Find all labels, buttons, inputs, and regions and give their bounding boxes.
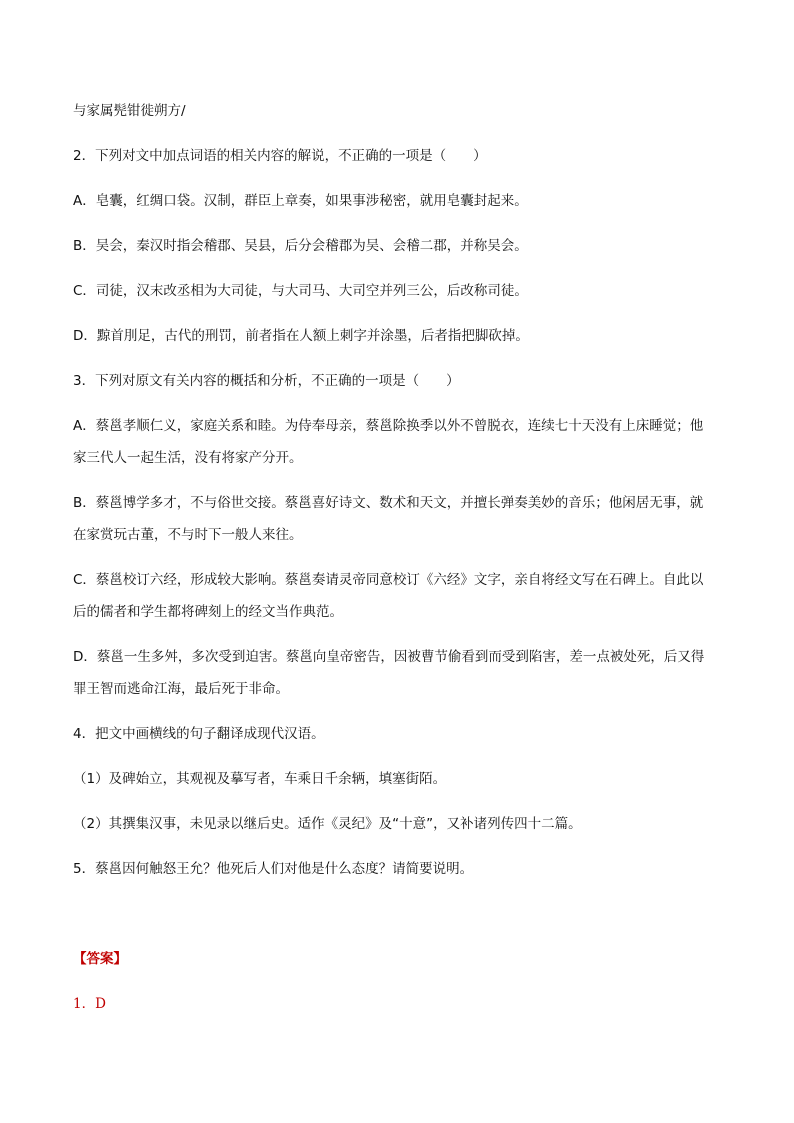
question-2-option-a: A．皂囊，红绸口袋。汉制，群臣上章奏，如果事涉秘密，就用皂囊封起来。	[73, 193, 528, 209]
question-2-option-b: B．吴会，秦汉时指会稽郡、吴县，后分会稽郡为吴、会稽二郡，并称吴会。	[73, 238, 528, 254]
top-fragment: 与家属髡钳徙朔方/	[73, 103, 186, 119]
question-2-option-d: D．黥首刖足，古代的刑罚，前者指在人额上刺字并涂墨，后者指把脚砍掉。	[73, 328, 529, 344]
question-5-stem: 5．蔡邕因何触怒王允？他死后人们对他是什么态度？请简要说明。	[73, 861, 474, 877]
question-3-option-c-line-2: 后的儒者和学生都将碑刻上的经文当作典范。	[73, 604, 343, 620]
question-2-option-c: C．司徒，汉末改丞相为大司徒，与大司马、大司空并列三公，后改称司徒。	[73, 283, 528, 299]
question-4-sentence-2: （2）其撰集汉事，未见录以继后史。适作《灵纪》及“十意”，又补诸列传四十二篇。	[73, 816, 582, 832]
question-3-option-a-line-2: 家三代人一起生活，没有将家产分开。	[73, 450, 303, 466]
question-3-option-d-line-1: D．蔡邕一生多舛，多次受到迫害。蔡邕向皇帝密告，因被曹节偷看到而受到陷害，差一点被处死，后又得	[73, 649, 705, 665]
question-3-option-b-line-1: B．蔡邕博学多才，不与俗世交接。蔡邕喜好诗文、数术和天文，并擅长弹奏美妙的音乐；他闲居无事，就	[73, 495, 704, 511]
question-3-stem: 3．下列对原文有关内容的概括和分析，不正确的一项是（ ）	[73, 373, 460, 389]
question-3-option-c-line-1: C．蔡邕校订六经，形成较大影响。蔡邕奏请灵帝同意校订《六经》文字，亲自将经文写在石碑上。自此以	[73, 572, 704, 588]
answer-heading: 【答案】	[73, 951, 127, 967]
question-3-option-a-line-1: A．蔡邕孝顺仁义，家庭关系和睦。为侍奉母亲，蔡邕除换季以外不曾脱衣，连续七十天没有上床睡觉；他	[73, 418, 704, 434]
question-3-option-d-line-2: 罪王智而逃命江海，最后死于非命。	[73, 681, 289, 697]
question-4-sentence-1: （1）及碑始立，其观视及摹写者，车乘日千余辆，填塞街陌。	[73, 771, 447, 787]
answer-1: 1．D	[73, 996, 106, 1012]
question-4-stem: 4．把文中画横线的句子翻译成现代汉语。	[73, 726, 325, 742]
question-2-stem: 2．下列对文中加点词语的相关内容的解说，不正确的一项是（ ）	[73, 148, 487, 164]
question-3-option-b-line-2: 在家赏玩古董，不与时下一般人来往。	[73, 527, 303, 543]
